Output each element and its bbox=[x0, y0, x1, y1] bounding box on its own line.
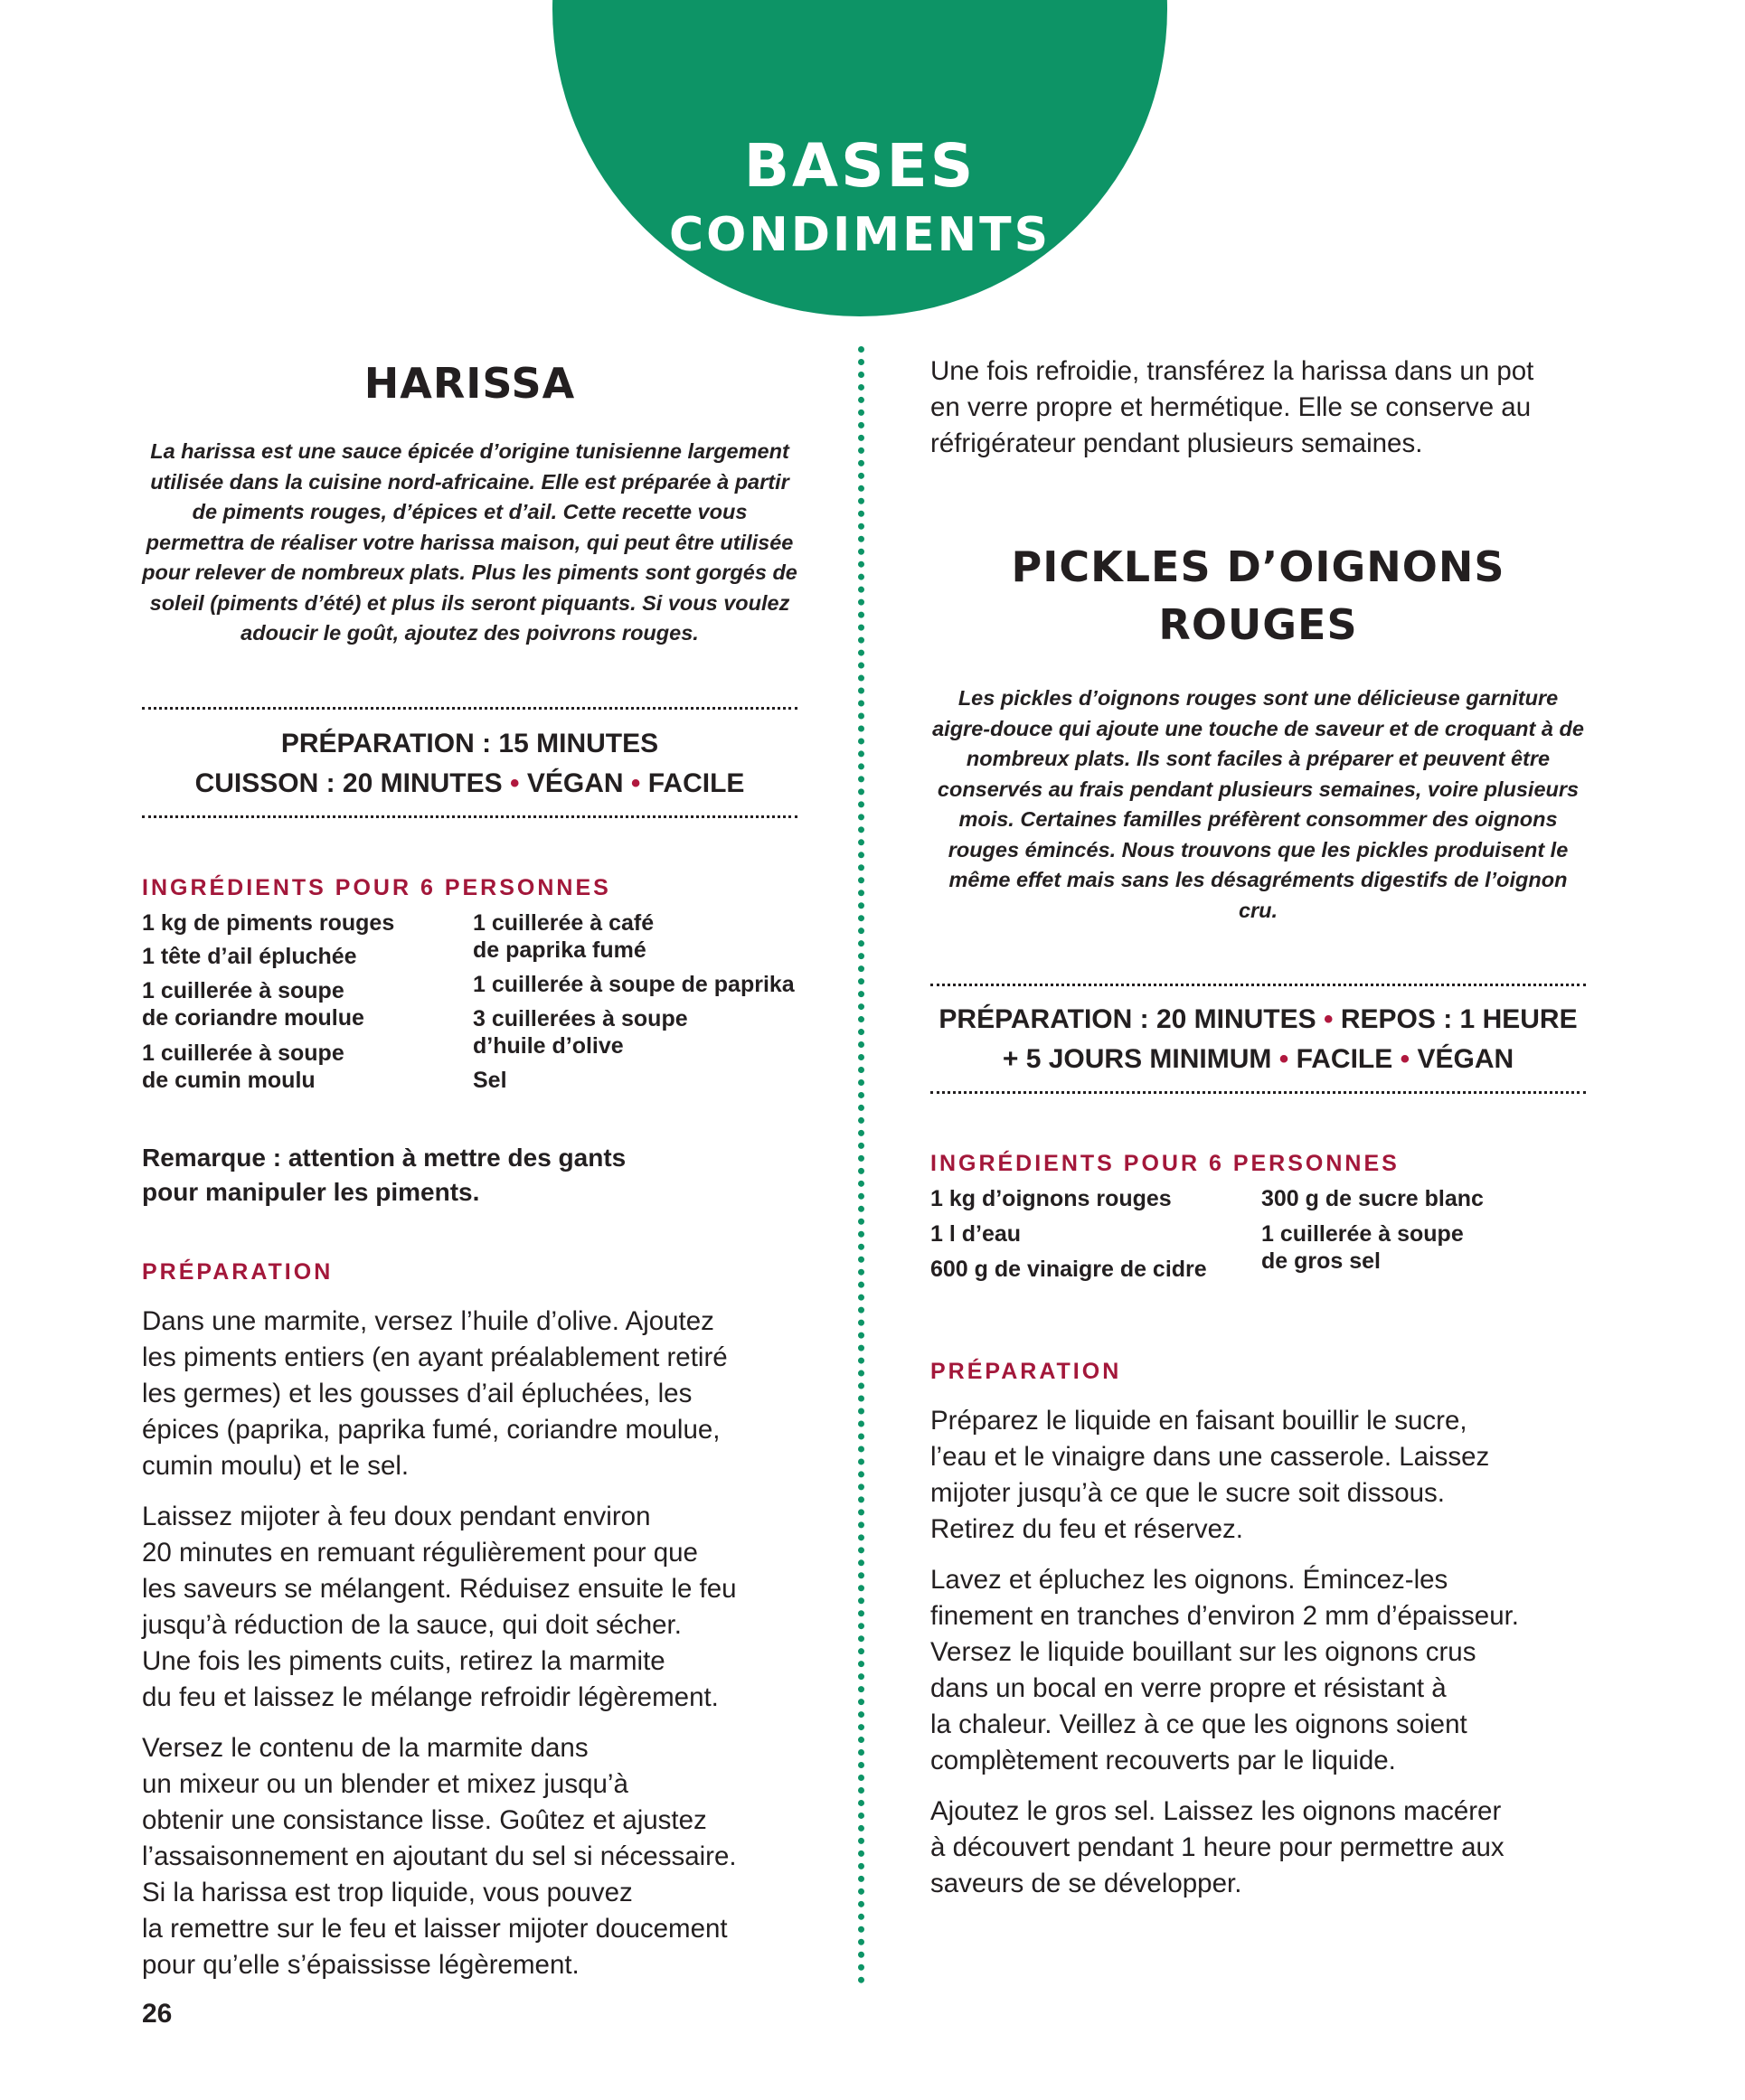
diet-tag: VÉGAN bbox=[1417, 1044, 1514, 1074]
ingredient: Sel bbox=[473, 1068, 507, 1093]
ingredient: 1 cuillerée à soupe de coriandre moulue bbox=[142, 978, 364, 1031]
recipe-meta bbox=[930, 1000, 1586, 1079]
meta-line-2 bbox=[930, 1040, 1586, 1079]
step-paragraph: Ajoutez le gros sel. Laissez les oignons macérer à découvert pendant 1 heure pour permettre aux saveurs de se développer. bbox=[930, 1796, 1504, 1898]
cook-time: CUISSON : 20 MINUTES bbox=[194, 768, 503, 798]
ingredient: 600 g de vinaigre de cidre bbox=[930, 1257, 1207, 1282]
recipe-intro: Les pickles d’oignons rouges sont une délicieuse garniture aigre-douce qui ajoute une touche de saveur et de croquant à de nombreux plats. Ils sont faciles à préparer et peuvent être conservés au frais pendant plusieurs semaines, voire plusieurs mois. Certaines familles préfèrent consommer des oignons rouges émincés. Nous trouvons que les pickles produisent le même effet mais sans les désagréments digestifs de l’oignon cru. bbox=[932, 686, 1584, 922]
ingredient: 3 cuillerées à soupe d’huile d’olive bbox=[473, 1006, 688, 1059]
column-divider bbox=[858, 346, 864, 1984]
ingredient: 1 l d’eau bbox=[930, 1221, 1022, 1247]
meta-line-1 bbox=[930, 1000, 1586, 1040]
page-number: 26 bbox=[142, 1999, 173, 2029]
ingredients-heading: INGRÉDIENTS POUR 6 PERSONNES bbox=[142, 875, 611, 900]
step-paragraph: Laissez mijoter à feu doux pendant environ 20 minutes en remuant régulièrement pour que les saveurs se mélangent. Réduisez ensuite le feu jusqu’à réduction de la sauce, qui doit sécher. Une fois les piments cuits, retirez la marmite du feu et laissez le mélange refroidir légèrement. bbox=[142, 1502, 737, 1712]
step-paragraph: Préparez le liquide en faisant bouillir le sucre, l’eau et le vinaigre dans une casserole. Laissez mijoter jusqu’à ce que le sucre soit dissous. Retirez du feu et réservez. bbox=[930, 1406, 1490, 1544]
ingredient: 1 tête d’ail épluchée bbox=[142, 944, 357, 969]
chapter-label: BASES bbox=[743, 131, 976, 201]
title-line: PICKLES D’OIGNONS bbox=[1011, 542, 1505, 591]
step-paragraph: Dans une marmite, versez l’huile d’olive. Ajoutez les piments entiers (en ayant préalablement retiré les germes) et les gousses d’ail épluchées, les épices (paprika, paprika fumé, coriandre moulue, cumin moulu) et le sel. bbox=[142, 1306, 728, 1481]
step-paragraph: Versez le contenu de la marmite dans un mixeur ou un blender et mixez jusqu’à obtenir une consistance lisse. Goûtez et ajustez l’assaisonnement en ajoutant du sel si nécessaire. Si la harissa est trop liquide, vous pouvez la remettre sur le feu et laisser mijoter doucement pour qu’elle s’épaississe légèrement. bbox=[142, 1733, 737, 1980]
ingredient: 300 g de sucre blanc bbox=[1261, 1186, 1484, 1211]
ingredients-left bbox=[142, 909, 394, 1094]
dotted-rule bbox=[142, 815, 797, 818]
title-line: ROUGES bbox=[1158, 600, 1358, 649]
ingredients-right bbox=[1261, 1185, 1484, 1275]
step-paragraph: Une fois refroidie, transférez la harissa dans un pot en verre propre et hermétique. Elle se conserve au réfrigérateur pendant plusieurs semaines. bbox=[930, 356, 1534, 458]
ingredients-heading: INGRÉDIENTS POUR 6 PERSONNES bbox=[930, 1151, 1400, 1176]
preparation-steps bbox=[930, 1403, 1586, 1916]
ingredient: 1 kg d’oignons rouges bbox=[930, 1186, 1172, 1211]
meta-line-2 bbox=[142, 764, 797, 804]
dotted-rule bbox=[142, 707, 797, 710]
ingredient: 1 cuillerée à soupe de gros sel bbox=[1261, 1221, 1464, 1274]
section-label: CONDIMENTS bbox=[668, 208, 1052, 262]
rest-time: REPOS : 1 HEURE bbox=[1340, 1004, 1578, 1034]
difficulty-tag: FACILE bbox=[1296, 1044, 1393, 1074]
diet-tag: VÉGAN bbox=[526, 768, 624, 798]
harissa-continuation bbox=[930, 353, 1586, 476]
bullet-separator: • bbox=[509, 768, 520, 798]
prep-time: PRÉPARATION : 15 MINUTES bbox=[280, 729, 659, 758]
ingredient: 1 cuillerée à café de paprika fumé bbox=[473, 910, 655, 963]
recipe-intro: La harissa est une sauce épicée d’origine tunisienne largement utilisée dans la cuisine nord-africaine. Elle est préparée à partir de piments rouges, d’épices et d’ail. Cette recette vous permettra de réaliser votre harissa maison, qui peut être utilisée pour relever de nombreux plats. Plus les piments sont gorgés de soleil (piments d’été) et plus ils seront piquants. Si vous voulez adoucir le goût, ajoutez des poivrons rouges. bbox=[142, 439, 797, 645]
ingredient: 1 cuillerée à soupe de cumin moulu bbox=[142, 1041, 344, 1093]
ingredient: 1 cuillerée à soupe de paprika bbox=[473, 972, 795, 997]
prep-time: PRÉPARATION : 20 MINUTES bbox=[939, 1004, 1316, 1034]
dotted-rule bbox=[930, 984, 1586, 986]
recipe-title bbox=[930, 538, 1586, 654]
dotted-rule bbox=[930, 1091, 1586, 1094]
recipe-title: HARISSA bbox=[363, 359, 576, 408]
bullet-separator: • bbox=[1400, 1044, 1410, 1074]
ingredients-left bbox=[930, 1185, 1207, 1283]
bullet-separator: • bbox=[1324, 1004, 1334, 1034]
recipe-remark: Remarque : attention à mettre des gants pour manipuler les piments. bbox=[142, 1144, 627, 1206]
ingredients-right bbox=[473, 909, 795, 1094]
ingredient: 1 kg de piments rouges bbox=[142, 910, 395, 936]
preparation-steps bbox=[142, 1304, 797, 1998]
preparation-heading: PRÉPARATION bbox=[142, 1259, 334, 1285]
rest-extra: + 5 JOURS MINIMUM bbox=[1002, 1044, 1272, 1074]
bullet-separator: • bbox=[630, 768, 641, 798]
difficulty-tag: FACILE bbox=[647, 768, 745, 798]
recipe-meta bbox=[142, 724, 797, 804]
step-paragraph: Lavez et épluchez les oignons. Émincez-les finement en tranches d’environ 2 mm d’épaisseur. Versez le liquide bouillant sur les oignons crus dans un bocal en verre propre et résistant à la chaleur. Veillez à ce que les oignons soient complètement recouverts par le liquide. bbox=[930, 1565, 1519, 1775]
bullet-separator: • bbox=[1278, 1044, 1289, 1074]
preparation-heading: PRÉPARATION bbox=[930, 1359, 1122, 1384]
